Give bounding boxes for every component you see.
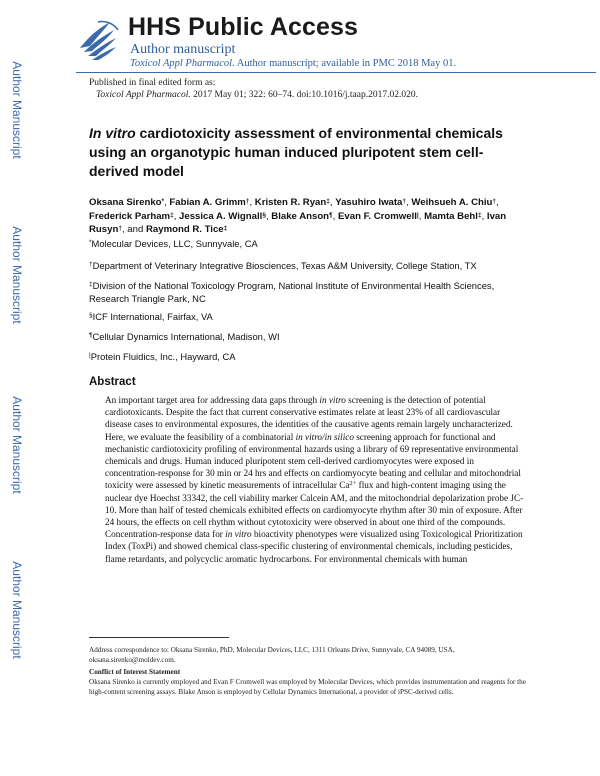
author-separator: ,: [481, 210, 487, 222]
conflict-heading: Conflict of Interest Statement: [89, 668, 181, 676]
author-separator: ,: [406, 197, 412, 208]
article-title: [89, 124, 529, 181]
title-rest: cardiotoxicity assessment of environmental chemicals using an organotypic human induced pluripotent stem cell-derived model: [89, 125, 503, 179]
affiliation: |Protein Fluidics, Inc., Hayward, CA: [89, 351, 236, 362]
published-citation-text: 2017 May 01; 322: 60–74. doi:10.1016/j.taap.2017.02.020.: [190, 90, 418, 100]
author-separator: ,: [265, 210, 272, 222]
author-affiliation-mark: ‡: [170, 211, 174, 219]
author-name[interactable]: Jessica A. Wignall: [179, 210, 263, 222]
author-affiliation-mark: ‡: [326, 198, 330, 205]
author-name[interactable]: Oksana Sirenko: [89, 197, 162, 208]
side-label-3: Author Manuscript: [10, 396, 24, 494]
author-affiliation-mark: †: [245, 198, 250, 205]
abstract-heading: Abstract: [89, 376, 136, 388]
header-citation: [130, 58, 456, 69]
hhs-eagle-logo-icon: [76, 18, 122, 64]
header-journal[interactable]: Toxicol Appl Pharmacol.: [130, 58, 235, 69]
author-affiliation-mark: ‡: [477, 211, 482, 219]
author-separator: ,: [496, 197, 499, 208]
author-name[interactable]: Ivan Rusyn: [89, 210, 507, 235]
author-affiliation-mark: †: [492, 198, 497, 205]
side-label-2: Author Manuscript: [10, 226, 24, 324]
author-name[interactable]: Blake Anson: [271, 210, 330, 222]
header-divider: [76, 72, 596, 73]
author-list: [89, 196, 529, 237]
affiliation: §ICF International, Fairfax, VA: [89, 311, 213, 322]
author-name[interactable]: Fabian A. Grimm: [169, 197, 246, 208]
author-affiliation-mark: ¶: [329, 211, 333, 219]
header-cite-rest: Author manuscript; available in PMC 2018 May 01.: [234, 58, 457, 69]
side-label-1: Author Manuscript: [10, 61, 24, 159]
footnote-divider: [89, 637, 229, 638]
author-separator: ,: [332, 210, 339, 222]
author-and: and: [127, 224, 146, 235]
abstract-body: An important target area for addressing data gaps through in vitro screening is the detection of potential cardiotoxicants. Despite the fact that current conservative estimates relate at least 23% of all cardiovascular disease cases to environmental exposures, the identities of the causative agents remain largely uncharacterized. Here, we evaluate the feasibility of a combinatorial in vitro/in silico screening approach for functional and mechanistic cardiotoxicity profiling of environmental hazards using a library of 69 representative environmental chemicals and drugs. Human induced pluripotent stem cell-derived cardiomyocytes were exposed in concentration-response for 30 min or 24 hrs and effects on cardiomyocyte beating and cellular and mitochondrial toxicity were assessed by kinetic measurements of intracellular $Ca^{2+}$ flux and high-content imaging using the nuclear dye Hoechst 33342, the cell viability marker Calcein AM, and the mitochondrial depolarization probe JC-10. More than half of tested chemicals exhibited effects on cardiomyocyte rhythm after 30 min of exposure. After 24 hours, the effects on cell rhythm without cytotoxicity were observed in about one third of the compounds. Concentration-response data for in vitro bioactivity phenotypes were visualized using Toxicological Prioritization Index (ToxPi) and showed chemical class-specific clustering of environmental chemicals, including pesticides, flame retardants, and polycyclic aromatic hydrocarbons. For environmental chemicals with human: [105, 395, 524, 564]
author-name[interactable]: Mamta Behl: [424, 210, 478, 222]
published-citation: [96, 90, 418, 100]
author-separator: ,: [249, 197, 255, 208]
author-separator: ,: [329, 197, 336, 208]
author-name[interactable]: Raymond R. Tice: [145, 224, 224, 235]
affiliation: *Molecular Devices, LLC, Sunnyvale, CA: [89, 238, 258, 249]
author-separator: ,: [121, 224, 128, 235]
author-name[interactable]: Frederick Parham: [89, 210, 171, 222]
correspondence-footnote: Address correspondence to: Oksana Sirenko, PhD, Molecular Devices, LLC, 1311 Orleans Drive, Sunnyvale, CA 94089, USA, oksana.sirenko@moldev.com.: [89, 646, 455, 664]
affiliation: ¶Cellular Dynamics International, Madison, WI: [89, 331, 280, 342]
author-name[interactable]: Kristen R. Ryan: [254, 197, 327, 208]
title-italic: In vitro: [89, 125, 136, 141]
author-affiliation-mark: †: [118, 225, 122, 232]
author-affiliation-mark: §: [262, 211, 266, 219]
author-separator: ,: [418, 210, 425, 222]
author-affiliation-mark: *: [161, 198, 165, 205]
conflict-text: Oksana Sirenko is currently employed and Evan F Cromwell was employed by Molecular Devices, which provides instrumentation and reagents for the high-content screening assays. Blake Anson is employed by Cellular Dynamics International, a provider of iPSC-derived cells.: [89, 678, 526, 696]
author-separator: ,: [164, 197, 170, 208]
side-label-4: Author Manuscript: [10, 561, 24, 659]
author-name[interactable]: Yasuhiro Iwata: [335, 197, 403, 208]
affiliation: ‡Division of the National Toxicology Program, National Institute of Environmental Health Sciences, Research Triangle Park, NC: [89, 280, 495, 304]
header-subtitle: Author manuscript: [130, 42, 236, 57]
author-name[interactable]: Evan F. Cromwell: [338, 210, 417, 222]
author-affiliation-mark: |: [416, 211, 419, 219]
published-journal: Toxicol Appl Pharmacol.: [96, 90, 191, 100]
affiliation: †Department of Veterinary Integrative Biosciences, Texas A&M University, College Station, TX: [89, 260, 477, 271]
header-title: HHS Public Access: [128, 13, 359, 41]
author-separator: ,: [173, 210, 180, 222]
author-name[interactable]: Weihsueh A. Chiu: [411, 197, 493, 208]
published-label: Published in final edited form as:: [89, 78, 216, 88]
author-affiliation-mark: †: [402, 198, 407, 205]
author-affiliation-mark: ‡: [223, 225, 228, 232]
